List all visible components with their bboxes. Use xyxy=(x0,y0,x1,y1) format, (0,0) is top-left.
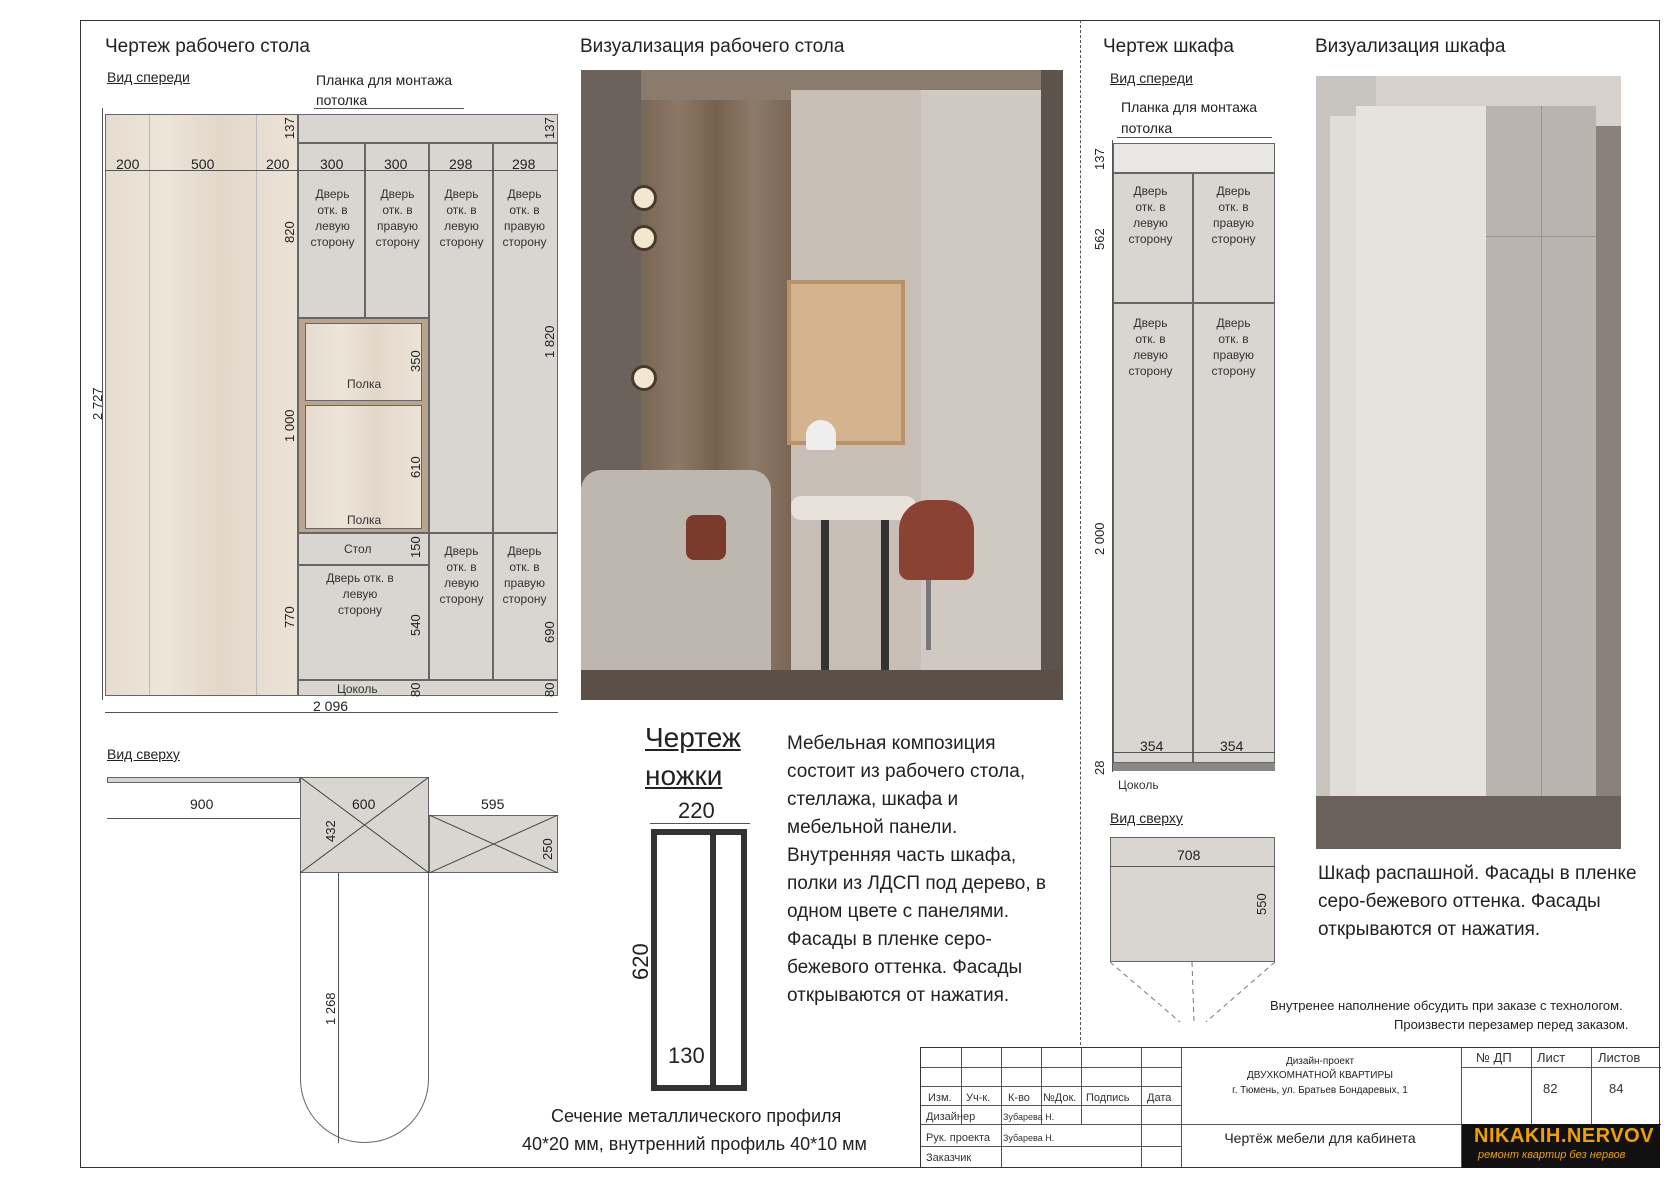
wardrobe-dim-137: 137 xyxy=(1092,148,1107,170)
leg-inner-profile xyxy=(710,829,716,1091)
wardrobe-dim-28: 28 xyxy=(1092,760,1107,775)
desk-dim-610: 610 xyxy=(408,456,423,478)
note-line-2: Произвести перезамер перед заказом. xyxy=(1394,1017,1629,1032)
wardrobe-ceiling-strip xyxy=(1113,143,1275,173)
desk-width-4: 300 xyxy=(320,156,344,172)
desk-wood-panel xyxy=(105,114,298,696)
desk-shelf-label-1: Полка xyxy=(347,377,382,391)
wardrobe-lower-door-left-label: Дверь отк. в левую сторону xyxy=(1128,316,1173,378)
tb-lead-role: Рук. проекта xyxy=(926,1132,991,1144)
leg-title-line-1: Чертеж xyxy=(645,722,741,753)
tb-designer-role: Дизайнер xyxy=(926,1111,976,1123)
desk-table-label: Стол xyxy=(344,542,372,556)
desk-width-1: 200 xyxy=(116,156,140,172)
leg-caption-1: Сечение металлического профиля xyxy=(551,1106,842,1126)
tb-logo-text: NIKAKIH.NERVOV xyxy=(1474,1125,1654,1147)
desk-top-view-cross-1 xyxy=(300,777,429,873)
leg-dim-220: 220 xyxy=(678,798,715,823)
composition-description: Мебельная композиция состоит из рабочего стола, стеллажа, шкафа и мебельной панели. Внутренняя часть шкафа, полки из ЛДСП под дерево, в одном цвете с панелями. Фасады в пленке серо-бежевого оттенка. Фасады открываются от нажатия. xyxy=(787,733,1047,1006)
wardrobe-viz-title: Визуализация шкафа xyxy=(1315,36,1506,57)
desk-door-4-label: Дверь отк. в правую сторону xyxy=(502,187,547,249)
wardrobe-top-dim-550: 550 xyxy=(1254,893,1269,915)
wardrobe-dim-562: 562 xyxy=(1092,228,1107,250)
wardrobe-dim-354-right: 354 xyxy=(1220,738,1244,754)
wardrobe-drawing-title: Чертеж шкафа xyxy=(1103,36,1234,57)
tb-h-data: Дата xyxy=(1147,1092,1172,1104)
desk-width-7: 298 xyxy=(512,156,536,172)
desk-door-3-label: Дверь отк. в левую сторону xyxy=(439,187,484,249)
desk-ceiling-strip-label: Планка для монтажа потолка xyxy=(316,72,453,108)
wardrobe-top-view-label: Вид сверху xyxy=(1110,810,1183,826)
desk-top-dim-432: 432 xyxy=(323,820,338,842)
tb-sheet-title: Чертёж мебели для кабинета xyxy=(1224,1130,1416,1146)
wardrobe-door-swing-arcs xyxy=(1110,962,1275,1027)
desk-ceiling-strip xyxy=(298,114,558,143)
wardrobe-front-view-label: Вид спереди xyxy=(1110,70,1193,86)
wardrobe-viz-image xyxy=(1316,76,1621,849)
wardrobe-description: Шкаф распашной. Фасады в пленке серо-бежевого оттенка. Фасады открываются от нажатия. xyxy=(1318,863,1637,940)
desk-top-dim-250: 250 xyxy=(540,838,555,860)
desk-dim-80-right: 80 xyxy=(542,682,557,697)
desk-top-dim-600: 600 xyxy=(352,796,376,812)
sheet-divider xyxy=(1080,20,1081,1045)
desk-viz-image xyxy=(581,70,1063,700)
tb-h-uch: Уч-к. xyxy=(966,1092,991,1104)
tb-h-izm: Изм. xyxy=(928,1092,952,1104)
desk-door-2-label: Дверь отк. в правую сторону xyxy=(375,187,420,249)
desk-dim-820: 820 xyxy=(282,221,297,243)
leg-dim-130: 130 xyxy=(668,1043,705,1068)
desk-dim-350: 350 xyxy=(408,350,423,372)
desk-width-3: 200 xyxy=(266,156,290,172)
desk-width-2: 500 xyxy=(191,156,215,172)
leg-dim-620: 620 xyxy=(628,943,653,980)
wardrobe-dim-354-left: 354 xyxy=(1140,738,1164,754)
tb-project-3: г. Тюмень, ул. Братьев Бондаревых, 1 xyxy=(1232,1085,1408,1096)
desk-top-view-label: Вид сверху xyxy=(107,746,180,762)
tb-listov-value: 84 xyxy=(1609,1081,1624,1096)
desk-dim-150: 150 xyxy=(408,536,423,558)
desk-dim-1820: 1 820 xyxy=(542,325,557,358)
tb-h-list: Лист xyxy=(1537,1050,1566,1065)
wardrobe-plinth xyxy=(1113,763,1275,771)
desk-top-view-cross-2 xyxy=(429,815,558,873)
desk-top-dim-595: 595 xyxy=(481,796,505,812)
wardrobe-upper-door-right-label: Дверь отк. в правую сторону xyxy=(1211,184,1256,246)
desk-door-1-label: Дверь отк. в левую сторону xyxy=(310,187,355,249)
tb-h-podp: Подпись xyxy=(1086,1092,1130,1104)
tb-h-ndp: № ДП xyxy=(1476,1050,1512,1065)
tb-project-2: ДВУХКОМНАТНОЙ КВАРТИРЫ xyxy=(1246,1070,1393,1081)
desk-dim-137-right: 137 xyxy=(542,117,557,139)
desk-lower-door-3-label: Дверь отк. в правую сторону xyxy=(502,544,547,606)
leg-caption-2: 40*20 мм, внутренний профиль 40*10 мм xyxy=(522,1134,867,1154)
desk-top-view-table xyxy=(300,873,429,1143)
desk-top-dim-1268: 1 268 xyxy=(323,992,338,1025)
tb-lead-name: Зубарева Н. xyxy=(1003,1133,1055,1143)
desk-lower-door-1-label: Дверь отк. в левую сторону xyxy=(326,571,394,617)
tb-project-1: Дизайн-проект xyxy=(1285,1056,1355,1067)
wardrobe-upper-door-left-label: Дверь отк. в левую сторону xyxy=(1128,184,1173,246)
desk-dim-80-mid: 80 xyxy=(408,682,423,697)
desk-shelf-label-2: Полка xyxy=(347,513,382,527)
desk-dim-540: 540 xyxy=(408,614,423,636)
desk-dim-770: 770 xyxy=(282,606,297,628)
desk-plinth-label: Цоколь xyxy=(337,682,378,696)
desk-dim-690: 690 xyxy=(542,621,557,643)
wardrobe-dim-2000: 2 000 xyxy=(1092,522,1107,555)
wardrobe-plinth-label: Цоколь xyxy=(1118,778,1159,792)
desk-drawing-title: Чертеж рабочего стола xyxy=(105,36,310,57)
desk-front-view-label: Вид спереди xyxy=(107,69,190,85)
tb-list-value: 82 xyxy=(1543,1081,1558,1096)
tb-h-listov: Листов xyxy=(1598,1050,1641,1065)
desk-top-view-tabletop xyxy=(107,777,300,783)
desk-width-5: 300 xyxy=(384,156,408,172)
desk-width-6: 298 xyxy=(449,156,473,172)
desk-top-dim-900: 900 xyxy=(190,796,214,812)
desk-viz-title: Визуализация рабочего стола xyxy=(580,36,845,57)
tb-h-ndok: №Док. xyxy=(1043,1092,1077,1104)
leg-title-line-2: ножки xyxy=(645,760,723,791)
wardrobe-lower-door-right-label: Дверь отк. в правую сторону xyxy=(1211,316,1256,378)
desk-dim-1000: 1 000 xyxy=(282,409,297,442)
desk-lower-door-2-label: Дверь отк. в левую сторону xyxy=(439,544,484,606)
wardrobe-top-dim-708: 708 xyxy=(1177,847,1201,863)
note-line-1: Внутренее наполнение обсудить при заказе с технологом. xyxy=(1270,998,1623,1013)
tb-client-role: Заказчик xyxy=(926,1152,972,1164)
tb-logo-tagline: ремонт квартир без нервов xyxy=(1478,1149,1626,1161)
desk-dim-137-left: 137 xyxy=(282,117,297,139)
tb-h-kvo: К-во xyxy=(1008,1092,1030,1104)
desk-dim-2727: 2 727 xyxy=(90,387,105,420)
wardrobe-ceiling-strip-label: Планка для монтажа потолка xyxy=(1121,99,1258,136)
desk-dim-2096: 2 096 xyxy=(313,698,349,714)
tb-designer-name: Зубарева Н. xyxy=(1003,1112,1055,1122)
